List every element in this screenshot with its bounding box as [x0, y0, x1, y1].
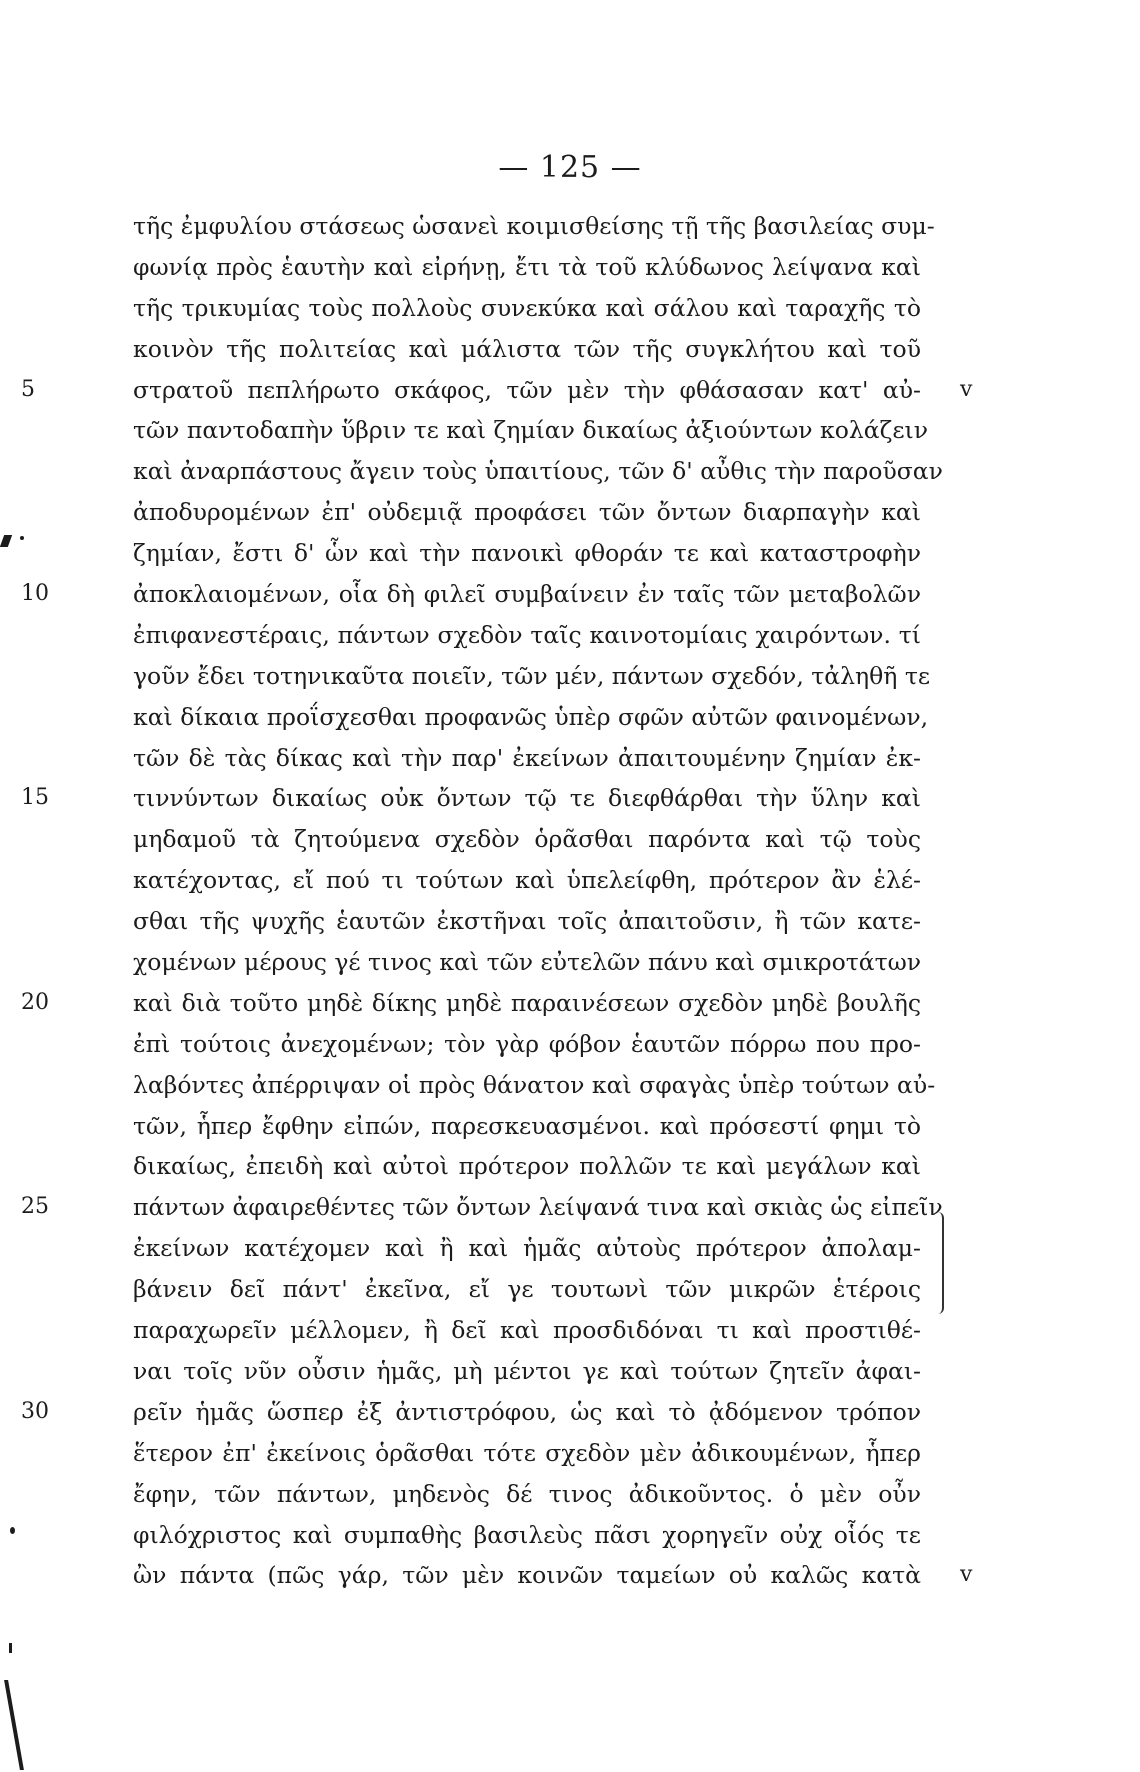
line-text: γοῦν ἔδει τοτηνικαῦτα ποιεῖν, τῶν μέν, πάντων σχεδόν, τἀληθῆ τε	[133, 661, 930, 690]
text-line	[133, 492, 921, 533]
line-number: 10	[21, 581, 49, 607]
line-text: ζημίαν, ἔστι δ' ὧν καὶ τὴν πανοικὶ φθοράν τε καὶ καταστροφὴν	[133, 539, 921, 568]
text-line	[133, 738, 921, 779]
line-text: καὶ δίκαια προΐσχεσθαι προφανῶς ὑπὲρ σφῶν αὐτῶν φαινομένων,	[133, 702, 929, 731]
text-line	[133, 1024, 921, 1065]
text-line	[133, 656, 930, 697]
line-text: σθαι τῆς ψυχῆς ἑαυτῶν ἐκστῆναι τοῖς ἀπαιτοῦσιν, ἢ τῶν κατε-	[133, 907, 921, 936]
text-line	[133, 819, 921, 860]
text-line	[133, 1228, 921, 1269]
text-line	[133, 451, 943, 492]
line-text: τῶν, ἧπερ ἔφθην εἰπών, παρεσκευασμένοι. καὶ πρόσεστί φημι τὸ	[133, 1111, 921, 1140]
margin-ink-dot	[10, 1527, 15, 1534]
line-text: ἀποδυρομένων ἐπ' οὐδεμιᾷ προφάσει τῶν ὄντων διαρπαγὴν καὶ	[133, 498, 921, 527]
line-number: 25	[21, 1194, 49, 1220]
line-text: φωνίᾳ πρὸς ἑαυτὴν καὶ εἰρήνῃ, ἔτι τὰ τοῦ κλύδωνος λείψανα καὶ	[133, 252, 921, 281]
line-text: χομένων μέρους γέ τινος καὶ τῶν εὐτελῶν πάνυ καὶ σμικροτάτων	[133, 948, 922, 977]
line-text: κοινὸν τῆς πολιτείας καὶ μάλιστα τῶν τῆς συγκλήτου καὶ τοῦ	[133, 334, 921, 363]
line-text: ἐπὶ τούτοις ἀνεχομένων; τὸν γὰρ φόβον ἑαυτῶν πόρρω που προ-	[133, 1029, 921, 1058]
text-line	[133, 1433, 921, 1474]
text-line	[21, 574, 921, 615]
line-number: 15	[21, 785, 49, 811]
line-number: 30	[21, 1398, 49, 1424]
line-text: ρεῖν ἡμᾶς ὥσπερ ἐξ ἀντιστρόφου, ὡς καὶ τὸ ᾀδόμενον τρόπον	[133, 1397, 921, 1426]
line-text: ἀποκλαιομένων, οἷα δὴ φιλεῖ συμβαίνειν ἐν ταῖς τῶν μεταβολῶν	[133, 580, 921, 609]
text-line	[133, 1310, 921, 1351]
text-line	[133, 1269, 921, 1310]
text-line	[21, 370, 973, 411]
line-text: ναι τοῖς νῦν οὖσιν ἡμᾶς, μὴ μέντοι γε καὶ τούτων ζητεῖν ἀφαι-	[133, 1356, 921, 1385]
line-text: βάνειν δεῖ πάντ' ἐκεῖνα, εἴ γε τουτωνὶ τῶν μικρῶν ἑτέροις	[133, 1275, 921, 1304]
line-text: ἐκείνων κατέχομεν καὶ ἢ καὶ ἡμᾶς αὐτοὺς πρότερον ἀπολαμ-	[133, 1234, 921, 1263]
margin-ink-mark	[0, 535, 12, 547]
text-body	[21, 206, 973, 1596]
text-line	[133, 1351, 921, 1392]
text-line	[133, 206, 935, 247]
text-line	[133, 901, 921, 942]
text-line	[133, 1106, 921, 1147]
line-text: ἐπιφανεστέραις, πάντων σχεδὸν ταῖς καινοτομίαις χαιρόντων. τί	[133, 620, 921, 649]
line-text: τῆς ἐμφυλίου στάσεως ὡσανεὶ κοιμισθείσης τῇ τῆς βασιλείας συμ-	[133, 212, 935, 240]
line-text: δικαίως, ἐπειδὴ καὶ αὐτοὶ πρότερον πολλῶν τε καὶ μεγάλων καὶ	[133, 1152, 921, 1181]
line-text: ὢν πάντα (πῶς γάρ, τῶν μὲν κοινῶν ταμείων οὐ καλῶς κατὰ	[133, 1561, 921, 1590]
text-line	[133, 1555, 973, 1596]
text-line	[133, 288, 921, 329]
text-line	[21, 1392, 921, 1433]
line-text: μηδαμοῦ τὰ ζητούμενα σχεδὸν ὁρᾶσθαι παρόντα καὶ τῷ τοὺς	[133, 825, 921, 854]
line-text: στρατοῦ πεπλήρωτο σκάφος, τῶν μὲν τὴν φθάσασαν κατ' αὐ-	[133, 375, 921, 404]
text-line	[21, 1187, 943, 1228]
line-text: ἕτερον ἐπ' ἐκείνοις ὁρᾶσθαι τότε σχεδὸν μὲν ἀδικουμένων, ἧπερ	[133, 1438, 921, 1467]
text-line	[133, 860, 921, 901]
text-line	[133, 1065, 936, 1106]
line-text: λαβόντες ἀπέρριψαν οἱ πρὸς θάνατον καὶ σφαγὰς ὑπὲρ τούτων αὐ-	[133, 1070, 936, 1099]
margin-ink-dot	[20, 536, 24, 540]
text-line	[133, 247, 921, 288]
text-line	[133, 1474, 921, 1515]
line-text: ἔφην, τῶν πάντων, μηδενὸς δέ τινος ἀδικοῦντος. ὁ μὲν οὖν	[133, 1479, 921, 1508]
line-text: πάντων ἀφαιρεθέντες τῶν ὄντων λείψανά τινα καὶ σκιὰς ὡς εἰπεῖν	[133, 1193, 943, 1222]
line-text: κατέχοντας, εἴ πού τι τούτων καὶ ὑπελείφθη, πρότερον ἂν ἑλέ-	[133, 866, 921, 895]
line-text: τῆς τρικυμίας τοὺς πολλοὺς συνεκύκα καὶ σάλου καὶ ταραχῆς τὸ	[133, 293, 921, 322]
text-line	[133, 1146, 921, 1187]
text-line	[133, 697, 929, 738]
page-number: — 125 —	[498, 150, 642, 185]
text-line	[133, 615, 921, 656]
margin-bracket	[938, 1212, 944, 1314]
margin-mark: v	[960, 1562, 973, 1588]
margin-ink-stroke	[4, 1680, 24, 1770]
text-line	[133, 533, 921, 574]
line-text: παραχωρεῖν μέλλομεν, ἢ δεῖ καὶ προσδιδόναι τι καὶ προστιθέ-	[133, 1316, 921, 1345]
text-line	[21, 778, 921, 819]
line-number: 5	[21, 376, 35, 402]
line-text: καὶ ἀναρπάστους ἄγειν τοὺς ὑπαιτίους, τῶν δ' αὖθις τὴν παροῦσαν	[133, 457, 943, 486]
margin-ink-mark	[9, 1643, 12, 1653]
line-text: τῶν παντοδαπὴν ὕβριν τε καὶ ζημίαν δικαίως ἀξιούντων κολάζειν	[133, 416, 929, 445]
text-line	[21, 983, 921, 1024]
line-text: καὶ διὰ τοῦτο μηδὲ δίκης μηδὲ παραινέσεων σχεδὸν μηδὲ βουλῆς	[133, 988, 921, 1017]
line-text: τιννύντων δικαίως οὐκ ὄντων τῷ τε διεφθάρθαι τὴν ὕλην καὶ	[133, 784, 921, 813]
text-line	[133, 329, 921, 370]
text-line	[133, 942, 921, 983]
line-text: φιλόχριστος καὶ συμπαθὴς βασιλεὺς πᾶσι χορηγεῖν οὐχ οἷός τε	[133, 1520, 921, 1549]
text-line	[133, 1515, 921, 1556]
text-line	[133, 410, 929, 451]
line-number: 20	[21, 989, 49, 1015]
line-text: τῶν δὲ τὰς δίκας καὶ τὴν παρ' ἐκείνων ἀπαιτουμένην ζημίαν ἐκ-	[133, 743, 921, 772]
margin-mark: v	[960, 376, 973, 402]
